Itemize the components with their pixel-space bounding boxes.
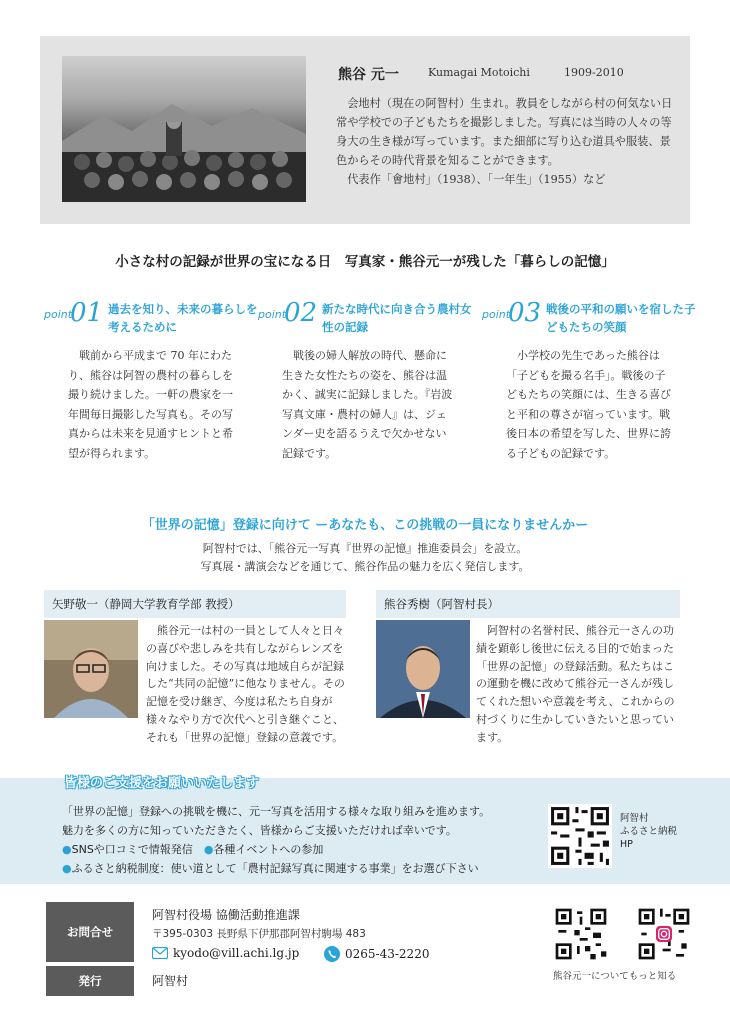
cta-line: 阿智村では、「熊谷元一写真『世界の記憶』推進委員会」を設立。 [202, 542, 528, 555]
qr-code-icon[interactable] [553, 906, 609, 962]
point-body: 小学校の先生であった熊谷は「子どもを撮る名手」。戦後の子どもたちの笑顔には、生きる喜びと平和の尊さが宿っています。戦後日本の希望を写した、世界に誇る子どもの記録です。 [506, 349, 671, 460]
support-bullet: SNSや口コミで情報発信 [71, 843, 193, 856]
publisher-name: 阿智村 [152, 974, 189, 988]
bio-photo [62, 56, 306, 202]
point-number: 03 [508, 298, 542, 328]
qr-code-icon[interactable] [548, 804, 612, 868]
bullet-icon: ● [62, 843, 72, 856]
point-title: 戦後の平和の願いを宿した子どもたちの笑顔 [546, 302, 696, 334]
commenter-photo [376, 620, 470, 718]
point-label: point [258, 308, 287, 321]
point-body: 戦後の婦人解放の時代、懸命に生きた女性たちの姿を、熊谷は温かく、誠実に記録しました。『岩波写真文庫・農村の婦人』は、ジェンダー史を語るうえで欠かせない記録です。 [282, 349, 453, 460]
support-bullet: 各種イベントへの参加 [213, 843, 324, 856]
contact-tel[interactable] [324, 946, 429, 962]
tel-text[interactable]: 0265-43-2220 [345, 947, 430, 961]
point-number: 01 [70, 298, 104, 328]
commenter-name: 熊谷秀樹（阿智村長） [376, 590, 680, 618]
commenter-text: 熊谷元一は村の一員として人々と日々の喜びや悲しみを共有しながらレンズを向けました。その写真は地域自らが記録した“共同の記憶”に他なりません。その記憶を受け継ぎ、今度は私たち自身が様々なやり方で次代へと引き継ぐこと、それも「世界の記憶」登録の意義です。 [146, 624, 345, 744]
contact-org: 阿智村役場 協働活動推進課 [152, 908, 300, 922]
publisher-label: 発行 [46, 966, 134, 996]
cta-text [0, 540, 730, 576]
point-body: 戦前から平成まで 70 年にわたり、熊谷は阿智の農村の暮らしを撮り続けました。一軒の農家を一年間毎日撮影した写真も。その写真からは未来を見通すヒントと希望が得られます。 [68, 349, 233, 460]
support-line: 「世界の記憶」登録への挑戦を機に、元一写真を活用する様々な取り組みを進めます。 [62, 805, 491, 818]
cta-line: 写真展・講演会などを通じて、熊谷作品の魅力を広く発信します。 [200, 560, 530, 573]
bio-name: 熊谷 元一 [338, 67, 399, 83]
point-label: point [44, 308, 73, 321]
bullet-icon: ● [62, 862, 72, 875]
commenter-photo [44, 620, 138, 718]
support-bullets [62, 859, 490, 878]
commenter-name: 矢野敬一（静岡大学教育学部 教授） [44, 590, 346, 618]
contact-email[interactable] [152, 946, 299, 960]
bio-works: 代表作「會地村」（1938）、「一年生」（1955）など [347, 173, 606, 186]
contact-address: 〒395-0303 長野県下伊那郡阿智村駒場 483 [152, 928, 366, 940]
phone-icon [324, 946, 340, 962]
bullet-icon: ● [203, 843, 214, 856]
qr-caption: 阿智村 ふるさと納税 HP [620, 813, 678, 850]
headline: 小さな村の記録が世界の宝になる日 写真家・熊谷元一が残した「暮らしの記憶」 [115, 254, 615, 270]
support-line: 魅力を多くの方に知っていただきたく、皆様からご支援いただければ幸いです。 [62, 824, 457, 837]
mail-icon [152, 947, 168, 959]
support-title: 皆様のご支援をお願いいたします [64, 776, 260, 791]
contact-label: お問合せ [46, 902, 134, 962]
point-label: point [482, 308, 511, 321]
bio-box [40, 36, 690, 224]
support-text [62, 802, 490, 878]
commenter-text: 阿智村の名誉村民、熊谷元一さんの功績を顕彰し後世に伝える目的で始まった「世界の記憶」の登録活動。私たちはこの運動を機に改めて熊谷元一さんが残してくれた想いや意義を考え、これからの村づくりに生かしていきたいと思っています。 [476, 624, 675, 744]
point-title: 新たな時代に向き合う農村女性の記録 [322, 302, 472, 334]
point-number: 02 [284, 298, 318, 328]
cta-title: 「世界の記憶」登録に向けて ーあなたも、この挑戦の一員になりませんかー [141, 518, 589, 533]
support-bullets [62, 840, 490, 859]
bio-name-roman: Kumagai Motoichi [428, 66, 530, 79]
qr-code-instagram-icon[interactable] [636, 906, 692, 962]
support-bullet: ふるさと納税制度：使い道として「農村記録写真に関連する事業」をお選び下さい [71, 862, 479, 875]
bio-paragraph: 会地村（現在の阿智村）生まれ。教員をしながら村の何気ない日常や学校での子どもたちを撮影しました。写真には当時の人々の等身大の生き様が写っています。また細部に写り込む道具や服装、景色からその時代背景を知ることができます。 [336, 97, 673, 167]
bio-years: 1909-2010 [564, 66, 624, 79]
bio-text [336, 94, 676, 189]
email-text[interactable]: kyodo@vill.achi.lg.jp [173, 946, 300, 960]
point-title: 過去を知り、未来の暮らしを考えるために [108, 302, 258, 334]
qr-caption-more: 熊谷元一についてもっと知る [553, 971, 677, 982]
